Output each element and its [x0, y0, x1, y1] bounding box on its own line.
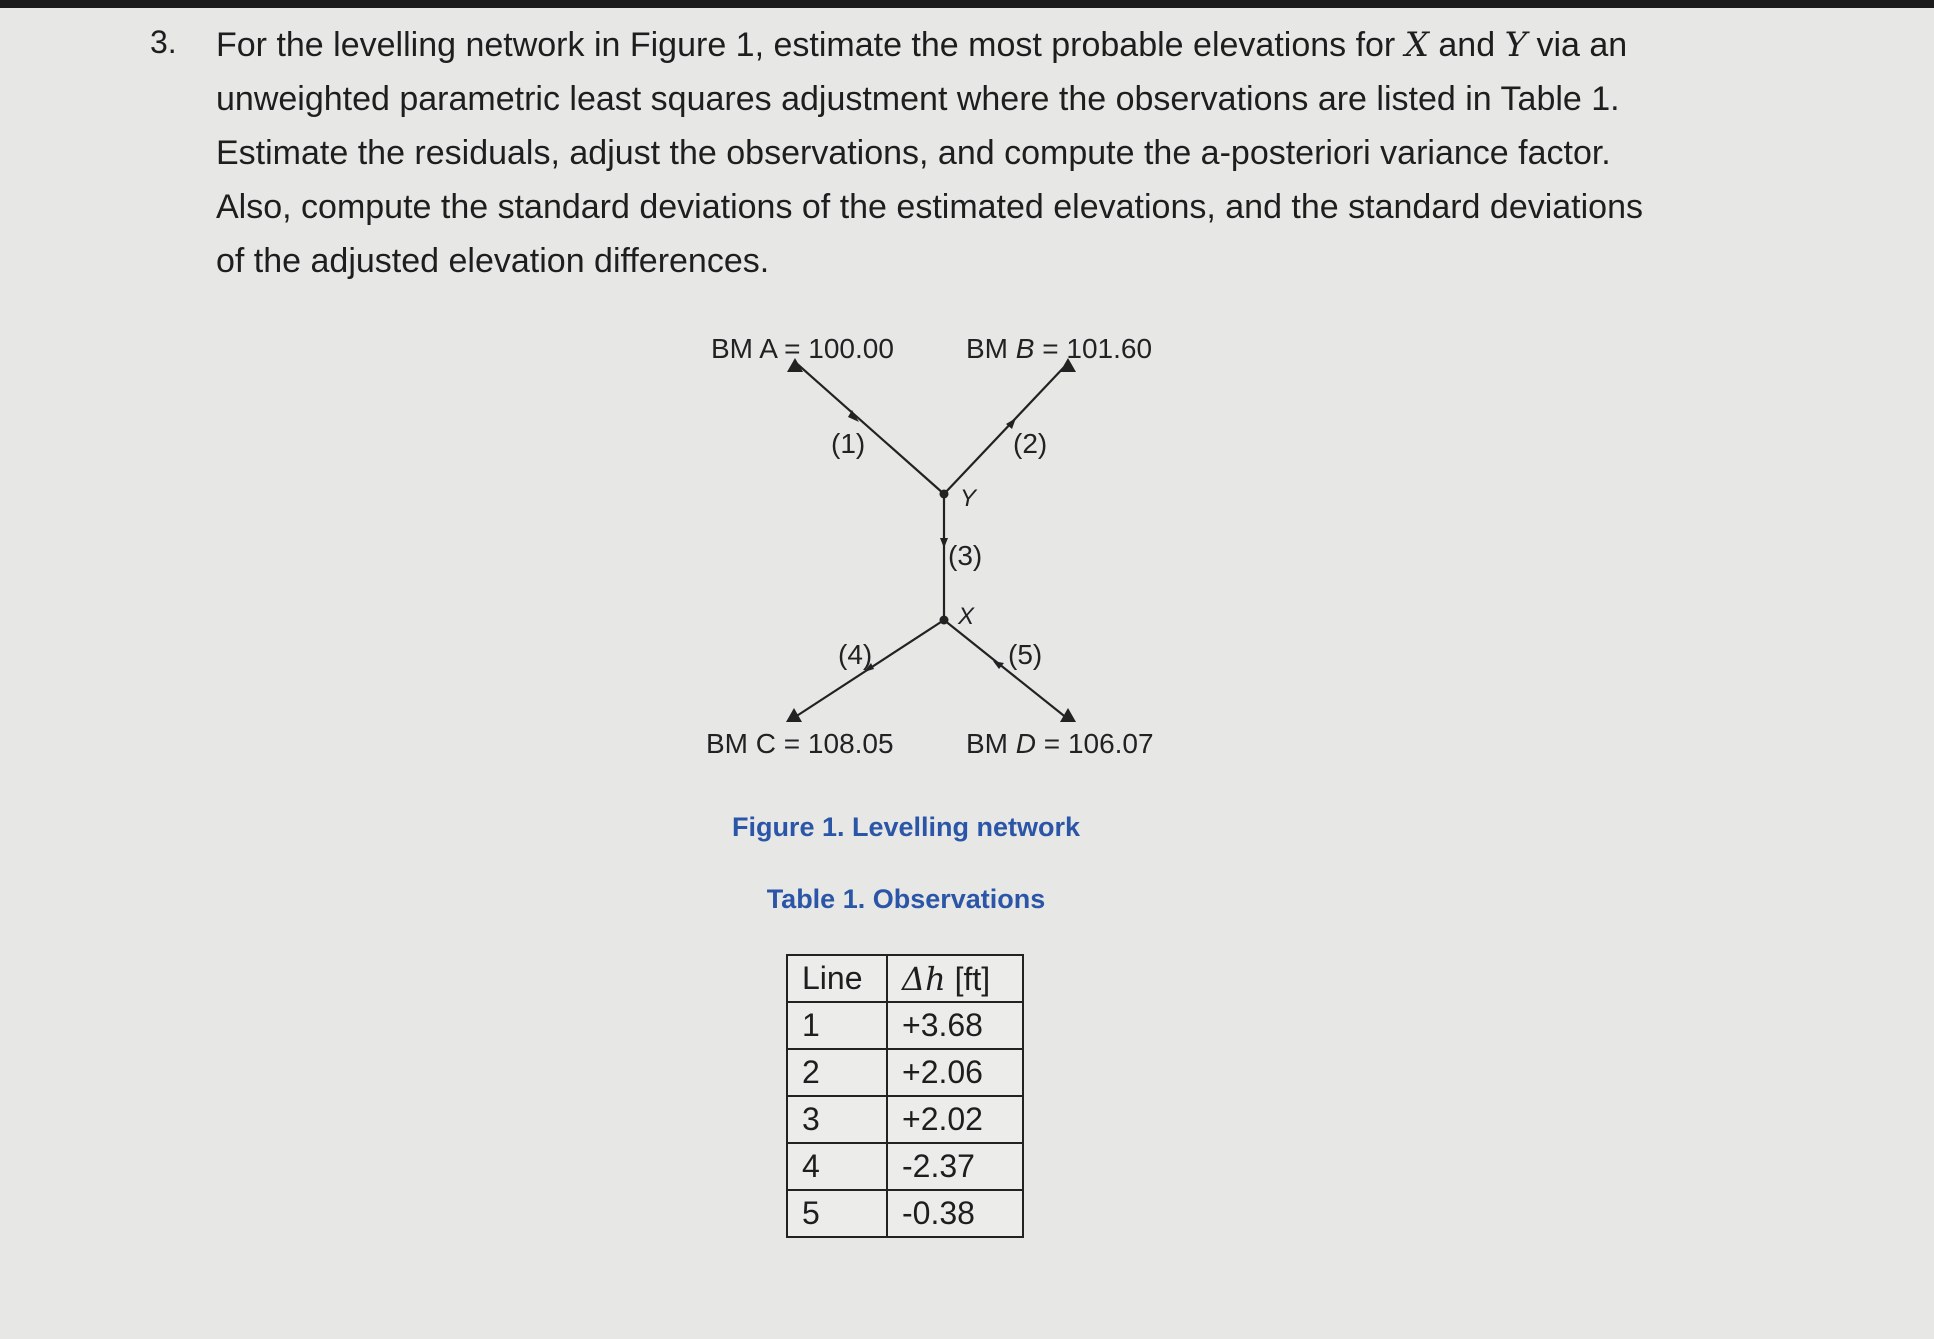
node-y-label: Y	[960, 485, 977, 512]
row-line: 4	[787, 1143, 887, 1190]
table-row	[787, 1143, 1023, 1190]
line-2-segment	[944, 364, 1067, 494]
table-caption: Table 1. Observations	[766, 884, 1046, 914]
problem-line-3: Estimate the residuals, adjust the observations, and compute the a-posteriori variance factor.	[216, 134, 1611, 172]
line-5-segment	[944, 620, 1068, 719]
bm-a-label: BM A = 100.00	[711, 333, 894, 364]
problem-line-1: For the levelling network in Figure 1, estimate the most probable elevations for X and Y via an	[216, 25, 1628, 65]
line-1-segment	[795, 362, 944, 494]
problem-line-4: Also, compute the standard deviations of the estimated elevations, and the standard deviations	[216, 188, 1644, 226]
table-row	[787, 1002, 1023, 1049]
bm-d-label: BM D = 106.07	[966, 728, 1154, 759]
line-5-label: (5)	[1008, 639, 1043, 670]
bm-b-label: BM B = 101.60	[966, 333, 1153, 364]
row-line: 5	[787, 1190, 887, 1237]
row-dh: -2.37	[887, 1143, 1023, 1190]
arrow-3-icon	[940, 538, 948, 548]
line-4-label: (4)	[838, 639, 873, 670]
node-x-point	[940, 616, 949, 625]
table-header-row	[787, 955, 1023, 1002]
observations-table	[786, 954, 1024, 1238]
line-3-label: (3)	[948, 540, 983, 571]
row-dh: -0.38	[887, 1190, 1023, 1237]
bm-c-label: BM C = 108.05	[706, 728, 894, 759]
header-dh: Δh [ft]	[887, 955, 1023, 1002]
row-dh: +2.06	[887, 1049, 1023, 1096]
problem-line-5: of the adjusted elevation differences.	[216, 242, 770, 280]
table-row	[787, 1190, 1023, 1237]
problem-number: 3.	[150, 24, 177, 60]
row-dh: +3.68	[887, 1002, 1023, 1049]
node-x-label: X	[958, 603, 975, 630]
row-line: 1	[787, 1002, 887, 1049]
row-line: 3	[787, 1096, 887, 1143]
table-row	[787, 1096, 1023, 1143]
header-line: Line	[787, 955, 887, 1002]
problem-line-2: unweighted parametric least squares adjustment where the observations are listed in Table 1.	[216, 80, 1620, 118]
line-2-label: (2)	[1013, 428, 1048, 459]
figure-caption: Figure 1. Levelling network	[731, 812, 1081, 842]
row-line: 2	[787, 1049, 887, 1096]
table-row	[787, 1049, 1023, 1096]
node-y-point	[940, 490, 949, 499]
line-1-label: (1)	[831, 428, 866, 459]
row-dh: +2.02	[887, 1096, 1023, 1143]
